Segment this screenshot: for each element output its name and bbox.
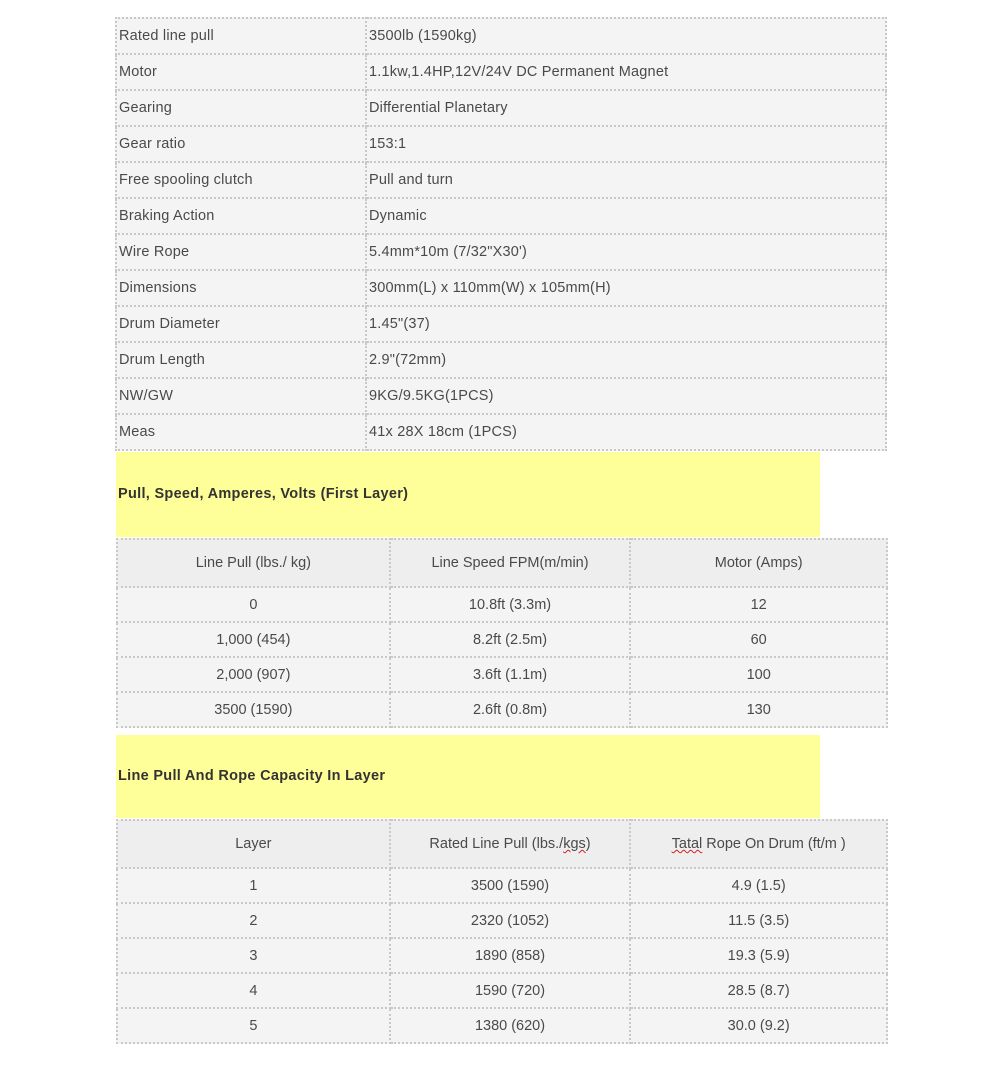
spec-value: 1.45"(37) — [366, 306, 886, 342]
spec-row — [116, 414, 886, 450]
table-row — [117, 938, 887, 973]
rated-pull-header-suffix: ) — [585, 836, 591, 852]
spec-value: Differential Planetary — [366, 90, 886, 126]
motor-amps-cell: 12 — [630, 587, 887, 622]
performance-table — [116, 538, 888, 728]
column-header-layer: Layer — [117, 820, 390, 868]
spec-value: 3500lb (1590kg) — [366, 18, 886, 54]
performance-section-header — [116, 452, 820, 537]
line-speed-cell: 3.6ft (1.1m) — [390, 657, 631, 692]
spec-label: Gearing — [116, 90, 366, 126]
spec-label: Rated line pull — [116, 18, 366, 54]
motor-amps-cell: 130 — [630, 692, 887, 727]
table-row — [117, 1008, 887, 1043]
spec-label: Drum Length — [116, 342, 366, 378]
capacity-section-header — [116, 735, 820, 818]
column-header-line-pull: Line Pull (lbs./ kg) — [117, 539, 390, 587]
spec-table — [115, 17, 887, 451]
layer-cell: 3 — [117, 938, 390, 973]
spec-value: Pull and turn — [366, 162, 886, 198]
spec-label: NW/GW — [116, 378, 366, 414]
spec-label: Motor — [116, 54, 366, 90]
rated-pull-cell: 1380 (620) — [390, 1008, 631, 1043]
motor-amps-cell: 100 — [630, 657, 887, 692]
layer-cell: 1 — [117, 868, 390, 903]
spec-label: Wire Rope — [116, 234, 366, 270]
capacity-title: Line Pull And Rope Capacity In Layer — [118, 768, 386, 784]
spec-row — [116, 126, 886, 162]
rated-pull-header-unit: kgs — [563, 836, 586, 852]
table-row — [117, 587, 887, 622]
spec-row — [116, 234, 886, 270]
layer-cell: 4 — [117, 973, 390, 1008]
spec-value: 5.4mm*10m (7/32"X30') — [366, 234, 886, 270]
capacity-header-row — [117, 820, 887, 868]
spec-label: Free spooling clutch — [116, 162, 366, 198]
spec-value: 2.9"(72mm) — [366, 342, 886, 378]
spec-value: 9KG/9.5KG(1PCS) — [366, 378, 886, 414]
rated-pull-cell: 1890 (858) — [390, 938, 631, 973]
spec-row — [116, 342, 886, 378]
table-row — [117, 973, 887, 1008]
table-row — [117, 657, 887, 692]
spec-label: Meas — [116, 414, 366, 450]
layer-cell: 2 — [117, 903, 390, 938]
spec-value: 41x 28X 18cm (1PCS) — [366, 414, 886, 450]
spec-label: Gear ratio — [116, 126, 366, 162]
column-header-total-rope — [630, 820, 887, 868]
spec-value: 300mm(L) x 110mm(W) x 105mm(H) — [366, 270, 886, 306]
motor-amps-cell: 60 — [630, 622, 887, 657]
column-header-rated-line-pull — [390, 820, 631, 868]
spec-label: Braking Action — [116, 198, 366, 234]
rated-pull-cell: 2320 (1052) — [390, 903, 631, 938]
table-row — [117, 692, 887, 727]
rope-header-misspelled-word: Tatal — [671, 836, 703, 852]
rated-pull-cell: 3500 (1590) — [390, 868, 631, 903]
column-header-motor-amps: Motor (Amps) — [630, 539, 887, 587]
line-speed-cell: 8.2ft (2.5m) — [390, 622, 631, 657]
spec-row — [116, 90, 886, 126]
line-pull-cell: 3500 (1590) — [117, 692, 390, 727]
spec-value: 153:1 — [366, 126, 886, 162]
line-speed-cell: 2.6ft (0.8m) — [390, 692, 631, 727]
rope-header-rest: Rope On Drum (ft/m ) — [702, 836, 846, 852]
rated-pull-header-prefix: Rated Line Pull (lbs./ — [429, 836, 564, 852]
capacity-table — [116, 819, 888, 1044]
table-row — [117, 903, 887, 938]
line-pull-cell: 2,000 (907) — [117, 657, 390, 692]
line-pull-cell: 0 — [117, 587, 390, 622]
spec-value: 1.1kw,1.4HP,12V/24V DC Permanent Magnet — [366, 54, 886, 90]
spec-table-body — [116, 18, 886, 450]
rope-on-drum-cell: 30.0 (9.2) — [630, 1008, 887, 1043]
layer-cell: 5 — [117, 1008, 390, 1043]
spec-label: Drum Diameter — [116, 306, 366, 342]
rope-on-drum-cell: 19.3 (5.9) — [630, 938, 887, 973]
rope-on-drum-cell: 28.5 (8.7) — [630, 973, 887, 1008]
spec-row — [116, 306, 886, 342]
rope-on-drum-cell: 4.9 (1.5) — [630, 868, 887, 903]
rope-on-drum-cell: 11.5 (3.5) — [630, 903, 887, 938]
spec-row — [116, 378, 886, 414]
table-row — [117, 868, 887, 903]
spec-row — [116, 18, 886, 54]
spec-row — [116, 198, 886, 234]
performance-title: Pull, Speed, Amperes, Volts (First Layer) — [118, 486, 409, 502]
spec-row — [116, 54, 886, 90]
column-header-line-speed: Line Speed FPM(m/min) — [390, 539, 631, 587]
rated-pull-cell: 1590 (720) — [390, 973, 631, 1008]
line-speed-cell: 10.8ft (3.3m) — [390, 587, 631, 622]
line-pull-cell: 1,000 (454) — [117, 622, 390, 657]
table-row — [117, 622, 887, 657]
performance-header-row — [117, 539, 887, 587]
spec-row — [116, 162, 886, 198]
spec-value: Dynamic — [366, 198, 886, 234]
spec-label: Dimensions — [116, 270, 366, 306]
spec-row — [116, 270, 886, 306]
